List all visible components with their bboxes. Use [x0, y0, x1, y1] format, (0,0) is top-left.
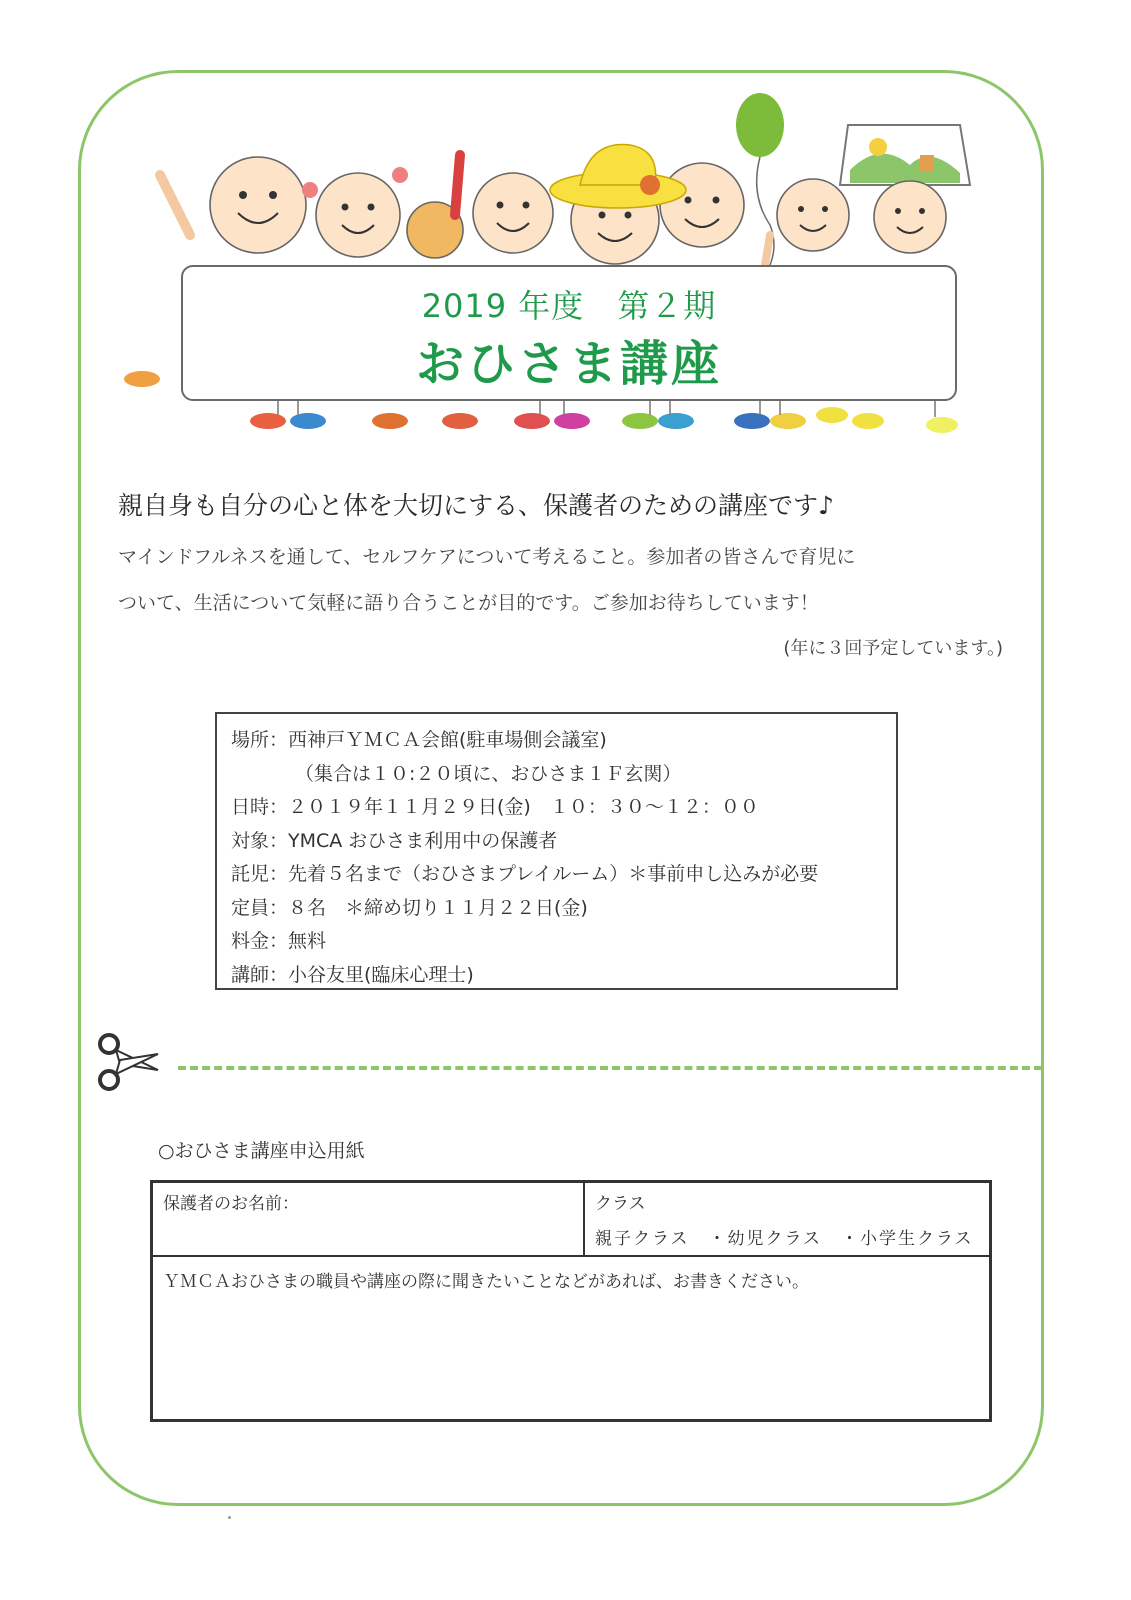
info-target: 対象：YMCA おひさま利用中の保護者: [231, 829, 558, 852]
application-form: [150, 1180, 992, 1422]
info-capacity: 定員：８名 ＊締め切り１１月２２日(金): [231, 896, 588, 919]
lead-text: 親自身も自分の心と体を大切にする、保護者のための講座です♪: [118, 491, 834, 520]
guardian-name-field[interactable]: [152, 1182, 585, 1257]
banner-subtitle: 2019 年度 第２期: [421, 287, 717, 325]
title-banner: [181, 265, 957, 401]
scissors-icon: [96, 1030, 162, 1096]
scan-dot: [228, 1516, 231, 1519]
info-childcare: 託児：先着５名まで（おひさまプレイルーム）＊事前申し込みが必要: [231, 863, 819, 885]
info-lecturer: 講師：小谷友里(臨床心理士): [231, 963, 474, 986]
comment-field[interactable]: [152, 1256, 991, 1421]
intro-line-1: マインドフルネスを通して、セルフケアについて考えること。参加者の皆さんで育児に: [118, 546, 856, 568]
cut-line: [178, 1066, 1042, 1070]
guardian-name-label: 保護者のお名前：: [163, 1194, 299, 1214]
banner-title: おひさま講座: [415, 336, 722, 392]
class-label: クラス: [595, 1194, 646, 1214]
info-box: [215, 712, 898, 990]
intro-line-2: ついて、生活について気軽に語り合うことが目的です。ご参加お待ちしています！: [118, 592, 819, 614]
class-options: 親子クラス ・幼児クラス ・小学生クラス: [595, 1229, 974, 1249]
comment-label: ＹＭＣＡおひさまの職員や講座の際に聞きたいことなどがあれば、お書きください。: [163, 1272, 809, 1292]
form-title: ○おひさま講座申込用紙: [158, 1140, 365, 1162]
info-datetime: 日時：２０１９年１１月２９日(金) １０：３０〜１２：００: [231, 796, 759, 818]
info-fee: 料金：無料: [231, 930, 327, 952]
class-field[interactable]: [584, 1182, 991, 1257]
info-place-note: （集合は１０:２０頃に、おひさま１Ｆ玄関）: [295, 762, 682, 785]
schedule-note: (年に３回予定しています。): [783, 638, 1003, 659]
info-place: 場所：西神戸ＹＭＣＡ会館(駐車場側会議室): [231, 729, 607, 751]
